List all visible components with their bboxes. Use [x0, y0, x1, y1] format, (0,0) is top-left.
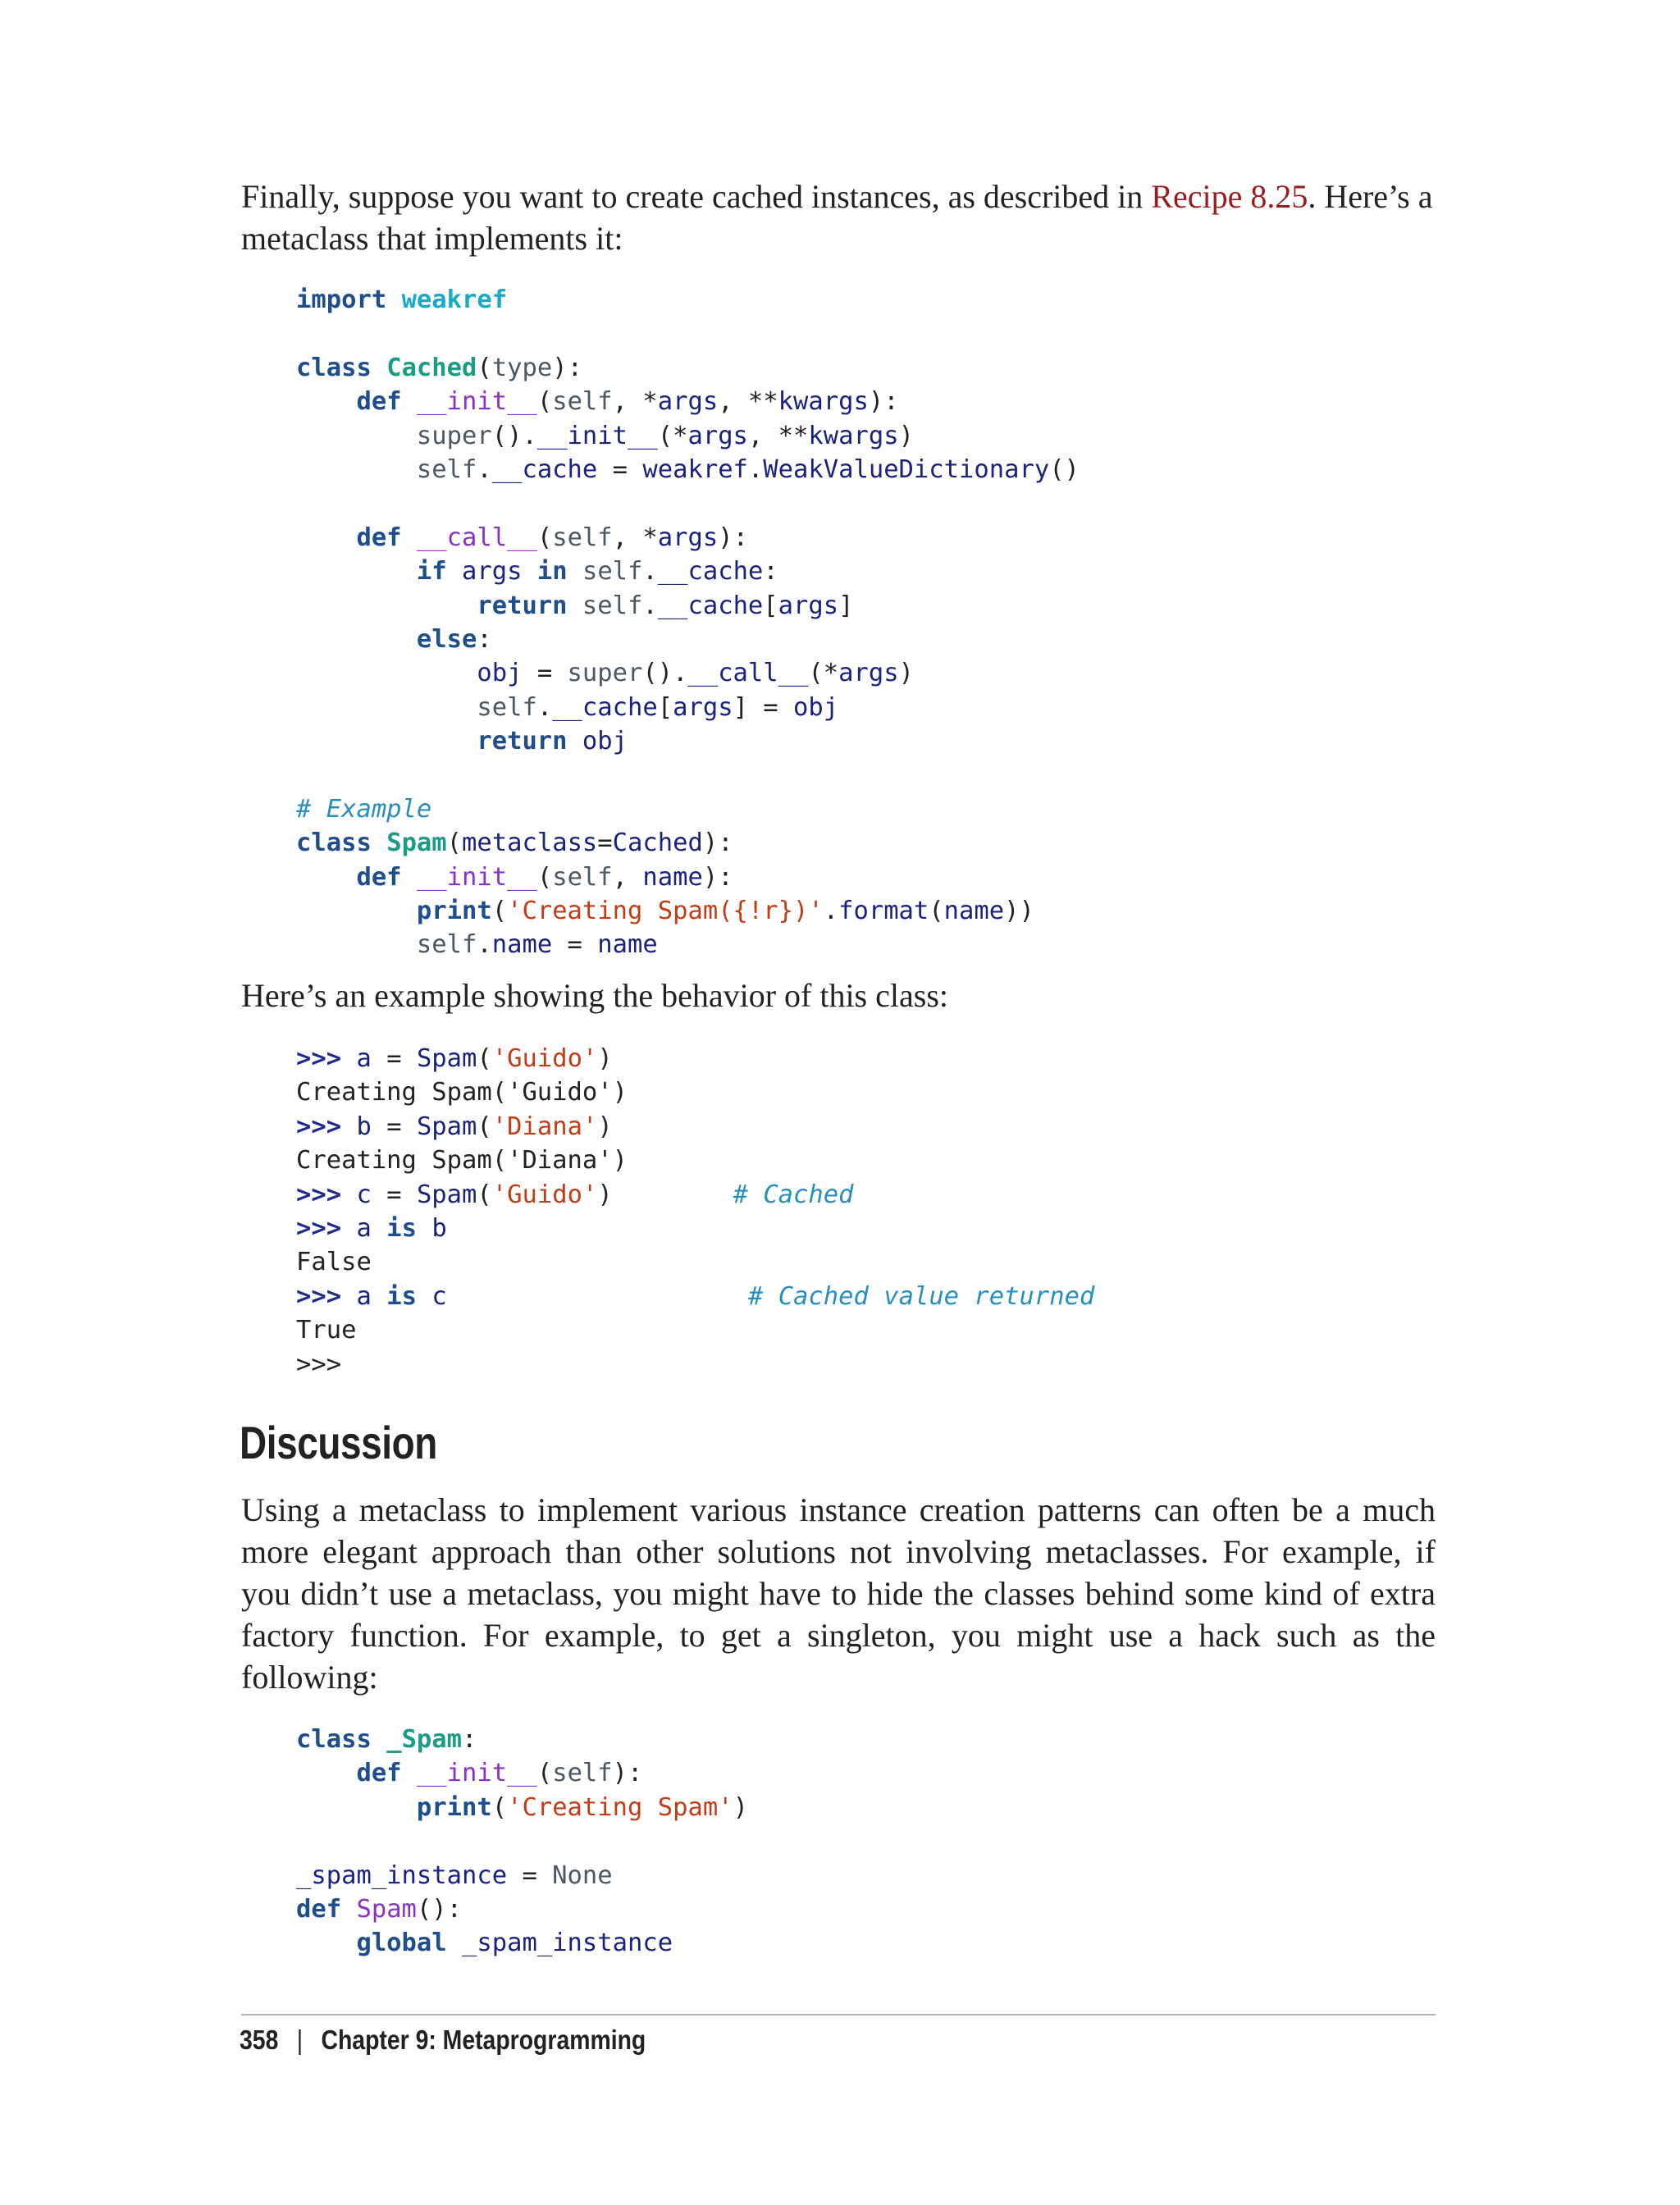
code-token: [372, 354, 386, 382]
code-token: ):: [868, 387, 899, 417]
code-token: args: [462, 557, 523, 587]
code-token: Spam: [386, 829, 447, 858]
code-token: (: [536, 523, 553, 552]
code-token: =: [371, 1180, 417, 1209]
code-line: [296, 691, 1080, 724]
code-token: weakref: [401, 285, 508, 314]
code-token: args: [687, 421, 748, 450]
code-token: >>>: [296, 1180, 342, 1209]
code-token: [402, 863, 417, 892]
code-token: [296, 1929, 356, 1957]
code-line: [296, 1348, 1094, 1381]
code-token: [296, 1793, 417, 1822]
code-line: [296, 928, 1080, 961]
code-token: [372, 829, 386, 857]
code-token: name: [642, 862, 703, 892]
intro-text-before: Finally, suppose you want to create cached instances, as described in: [241, 178, 1152, 215]
code-token: class: [296, 353, 372, 382]
code-token: ): [733, 1792, 748, 1822]
code-token: [296, 863, 356, 892]
code-token: __init__: [536, 421, 658, 450]
code-token: ): [597, 1044, 613, 1073]
code-token: [568, 727, 582, 756]
code-token: :: [477, 624, 492, 654]
code-token: >>>: [296, 1213, 342, 1243]
page-number: 358: [240, 2025, 279, 2055]
code-token: else: [416, 624, 477, 654]
code-token: _spam_instance: [462, 1929, 673, 1958]
code-line: [296, 1756, 748, 1790]
code-token: True: [296, 1316, 357, 1345]
code-token: :: [462, 1725, 477, 1754]
code-token: a: [356, 1213, 372, 1243]
chapter-title: Chapter 9: Metaprogramming: [321, 2025, 646, 2055]
code-token: [372, 1282, 386, 1311]
code-token: Cached: [612, 829, 703, 858]
code-token: c: [431, 1281, 447, 1311]
code-token: name: [597, 930, 658, 960]
code-token: [417, 1282, 431, 1311]
code-token: global: [356, 1929, 447, 1958]
code-token: Creating Spam('Diana'): [296, 1146, 628, 1176]
footer-separator: |: [296, 2025, 304, 2055]
discussion-paragraph: [241, 1489, 1436, 1698]
code-token: b: [356, 1112, 372, 1141]
code-token: self: [416, 930, 477, 960]
code-token: (: [491, 1792, 508, 1822]
code-token: is: [386, 1213, 417, 1243]
code-token: __call__: [687, 659, 809, 688]
code-line: [296, 1926, 748, 1960]
code-line: [296, 589, 1080, 623]
code-token: ] =: [733, 692, 794, 722]
code-token: :: [763, 557, 778, 587]
discussion-line: factory function. For example, to get a singleton, you might use a hack such as the: [241, 1617, 1436, 1654]
code-line: [296, 1245, 1094, 1279]
code-token: 'Creating Spam': [507, 1792, 733, 1822]
code-line: [296, 1824, 748, 1858]
code-token: __init__: [416, 862, 537, 892]
code-token: [341, 1044, 356, 1073]
code-line: [296, 826, 1080, 860]
code-token: ):: [552, 353, 582, 382]
code-token: (: [477, 1180, 492, 1209]
code-token: >>>: [296, 1112, 342, 1141]
code-token: def: [356, 523, 402, 552]
code-token: =: [371, 1044, 417, 1073]
code-token: Spam: [356, 1894, 417, 1924]
code-token: (*: [808, 659, 839, 688]
code-token: ().: [491, 421, 537, 450]
code-token: [386, 285, 401, 314]
code-line: [296, 792, 1080, 826]
code-token: type: [491, 353, 553, 382]
code-line: [296, 453, 1080, 486]
code-line: [296, 1110, 1094, 1144]
code-token: [296, 897, 417, 925]
code-block-metaclass: [296, 283, 1080, 962]
code-token: [296, 659, 477, 687]
page-footer: [240, 2025, 646, 2056]
code-token: [447, 557, 462, 586]
code-token: (: [477, 353, 492, 382]
code-block-singleton: [296, 1723, 748, 1961]
code-line: [296, 521, 1080, 555]
code-token: is: [386, 1281, 417, 1311]
code-token: return: [477, 727, 568, 756]
code-token: name: [943, 897, 1005, 926]
code-line: [296, 1042, 1094, 1075]
code-token: [417, 1214, 431, 1243]
code-token: # Example: [296, 794, 432, 824]
code-token: [296, 557, 417, 586]
code-token: ):: [702, 862, 733, 892]
code-token: _spam_instance: [296, 1860, 508, 1890]
code-token: args: [657, 387, 719, 417]
code-token: (: [536, 387, 553, 417]
code-token: __init__: [416, 1759, 537, 1788]
code-token: .: [747, 454, 764, 484]
code-token: Spam: [416, 1044, 477, 1073]
code-token: None: [552, 1860, 613, 1890]
code-token: [341, 1895, 356, 1924]
code-token: [296, 727, 477, 756]
code-token: , *: [612, 523, 658, 552]
code-line: [296, 1212, 1094, 1245]
code-token: 'Diana': [491, 1112, 598, 1141]
code-token: [447, 1929, 462, 1957]
code-token: import: [296, 285, 387, 314]
code-token: ): [898, 421, 914, 450]
code-token: [296, 591, 477, 620]
code-token: def: [356, 862, 402, 892]
intro-paragraph: [241, 176, 1436, 259]
code-token: =: [597, 454, 643, 484]
code-token: (: [446, 829, 463, 858]
code-token: , *: [612, 387, 658, 417]
code-token: [341, 1282, 356, 1311]
code-token: Spam: [416, 1180, 477, 1209]
footer-rule: [241, 2014, 1436, 2016]
code-line: [296, 486, 1080, 520]
code-token: ().: [642, 659, 688, 688]
example-intro-text: Here’s an example showing the behavior of this class:: [241, 977, 948, 1014]
code-token: =: [371, 1112, 417, 1141]
code-token: c: [356, 1180, 372, 1209]
code-token: (*: [657, 421, 688, 450]
code-token: __cache: [657, 557, 764, 587]
code-token: [568, 591, 582, 620]
code-line: [296, 1280, 1094, 1313]
code-token: [: [763, 591, 778, 620]
code-token: [296, 1759, 356, 1787]
code-line: [296, 1144, 1094, 1177]
code-token: kwargs: [808, 421, 899, 450]
code-token: [296, 693, 477, 722]
code-token: self: [552, 387, 613, 417]
code-token: __call__: [416, 523, 537, 552]
code-token: [402, 1759, 417, 1787]
code-token: =: [552, 930, 598, 960]
code-token: class: [296, 829, 372, 858]
code-token: a: [356, 1044, 372, 1073]
code-token: [296, 625, 417, 654]
code-token: .: [642, 557, 658, 587]
code-token: args: [657, 523, 719, 552]
code-token: >>>: [296, 1281, 342, 1311]
code-token: kwargs: [778, 387, 869, 417]
code-line: [296, 1723, 748, 1756]
code-token: b: [431, 1213, 447, 1243]
code-token: ): [898, 659, 914, 688]
code-token: Creating Spam('Guido'): [296, 1078, 628, 1107]
code-token: __cache: [552, 692, 658, 722]
code-token: Cached: [386, 353, 477, 382]
code-line: [296, 623, 1080, 656]
code-token: class: [296, 1725, 372, 1754]
code-token: .: [823, 897, 839, 926]
code-token: print: [416, 1792, 492, 1822]
code-token: ):: [718, 523, 748, 552]
code-token: [447, 1282, 748, 1311]
code-token: [296, 387, 356, 416]
code-token: _Spam: [386, 1725, 463, 1754]
code-token: format: [838, 897, 929, 926]
code-token: )): [1004, 897, 1034, 926]
code-token: ]: [838, 591, 854, 620]
code-token: self: [416, 454, 477, 484]
code-token: (: [477, 1044, 492, 1073]
code-line: [296, 894, 1080, 928]
code-token: (: [536, 1759, 553, 1788]
code-token: __cache: [657, 591, 764, 620]
code-line: [296, 555, 1080, 588]
code-token: [296, 455, 417, 484]
code-token: [372, 1725, 386, 1754]
code-token: __init__: [416, 387, 537, 417]
code-token: def: [296, 1894, 342, 1924]
code-token: [568, 557, 582, 586]
discussion-line: you didn’t use a metaclass, you might have to hide the classes behind some kind of extra: [241, 1575, 1436, 1612]
code-token: [296, 930, 417, 959]
code-token: self: [552, 1759, 613, 1788]
code-token: [296, 422, 417, 450]
section-heading-discussion: Discussion: [240, 1417, 437, 1468]
code-token: ():: [416, 1894, 463, 1924]
code-token: .: [477, 454, 492, 484]
code-token: def: [356, 387, 402, 417]
code-token: [341, 1112, 356, 1141]
code-token: weakref: [642, 454, 748, 484]
code-line: [296, 1313, 1094, 1347]
code-token: [341, 1214, 356, 1243]
code-line: [296, 861, 1080, 894]
code-token: [613, 1180, 733, 1209]
code-token: >>>: [296, 1044, 342, 1073]
code-token: args: [673, 692, 733, 722]
code-token: args: [838, 659, 899, 688]
code-token: self: [477, 692, 537, 722]
code-line: [296, 385, 1080, 418]
code-token: [402, 523, 417, 552]
code-line: [296, 1075, 1094, 1109]
code-token: [341, 1180, 356, 1209]
code-line: [296, 656, 1080, 690]
code-token: name: [491, 930, 553, 960]
code-token: Spam: [416, 1112, 477, 1141]
code-token: (: [477, 1112, 492, 1141]
code-line: [296, 1892, 748, 1926]
code-line: [296, 1859, 748, 1892]
discussion-line: more elegant approach than other solutions not involving metaclasses. For example, if: [241, 1533, 1436, 1570]
code-token: self: [552, 862, 613, 892]
code-token: in: [536, 557, 568, 587]
code-token: .: [477, 930, 492, 960]
code-token: 'Guido': [491, 1044, 598, 1073]
code-token: a: [356, 1281, 372, 1311]
code-token: (: [929, 897, 944, 926]
discussion-line: Using a metaclass to implement various instance creation patterns can often be a much: [241, 1491, 1436, 1528]
code-token: [: [657, 692, 673, 722]
code-token: [296, 523, 356, 552]
code-token: [522, 557, 536, 586]
code-token: .: [536, 692, 553, 722]
code-token: args: [778, 591, 839, 620]
code-token: self: [552, 523, 613, 552]
code-line: [296, 351, 1080, 385]
code-token: (): [1049, 454, 1080, 484]
code-line: [296, 283, 1080, 317]
code-token: False: [296, 1248, 372, 1277]
code-token: WeakValueDictionary: [763, 454, 1050, 484]
code-token: obj: [477, 659, 523, 688]
code-token: print: [416, 897, 492, 926]
code-token: obj: [793, 692, 839, 722]
code-token: __cache: [491, 454, 598, 484]
code-token: self: [582, 591, 643, 620]
code-token: super: [416, 421, 492, 450]
code-token: ,: [612, 862, 643, 892]
code-line: [296, 1791, 748, 1824]
code-token: =: [522, 659, 568, 688]
code-line: [296, 1178, 1094, 1212]
code-line: [296, 724, 1080, 758]
intro-text-after: . Here’s a metaclass that implements it:: [241, 178, 1433, 257]
code-token: =: [597, 829, 613, 858]
code-block-interactive-session: [296, 1042, 1094, 1381]
code-token: # Cached: [733, 1180, 854, 1209]
code-token: # Cached value returned: [747, 1281, 1095, 1311]
code-token: [372, 1214, 386, 1243]
code-token: (: [491, 897, 508, 926]
recipe-link[interactable]: Recipe 8.25: [1151, 178, 1308, 215]
code-token: if: [416, 557, 447, 587]
code-token: metaclass: [462, 829, 598, 858]
code-token: .: [642, 591, 658, 620]
code-token: 'Guido': [491, 1180, 598, 1209]
code-token: >>>: [296, 1349, 342, 1379]
code-token: def: [356, 1759, 402, 1788]
discussion-line: following:: [241, 1659, 378, 1696]
code-token: obj: [582, 727, 628, 756]
code-token: , **: [747, 421, 809, 450]
code-token: ):: [702, 829, 733, 858]
code-line: [296, 758, 1080, 792]
code-token: (: [536, 862, 553, 892]
code-token: self: [582, 557, 643, 587]
code-token: super: [567, 659, 643, 688]
code-line: [296, 419, 1080, 453]
code-token: =: [507, 1860, 553, 1890]
code-token: [402, 387, 417, 416]
code-token: ):: [612, 1759, 643, 1788]
code-token: , **: [718, 387, 778, 417]
code-line: [296, 317, 1080, 350]
code-token: 'Creating Spam({!r})': [507, 897, 824, 926]
code-token: ): [597, 1180, 613, 1209]
code-token: ): [597, 1112, 613, 1141]
code-token: return: [477, 591, 568, 620]
